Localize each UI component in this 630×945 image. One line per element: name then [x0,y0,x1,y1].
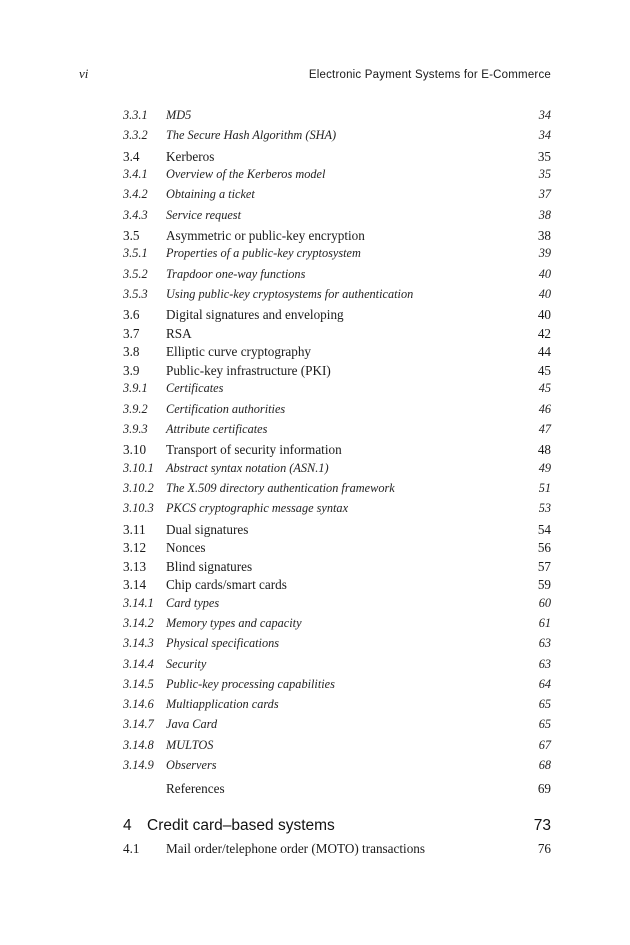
toc-entry-page: 48 [537,442,551,458]
toc-entry-number: 3.9 [123,362,140,378]
toc-entry-number: 3.13 [123,558,147,574]
toc-entry-title: Java Card [166,717,218,732]
toc-entry-title: The Secure Hash Algorithm (SHA) [166,128,337,143]
toc-entry-title: MD5 [166,108,192,122]
toc-entry-page: 61 [538,615,551,630]
toc-entry-title: Multiapplication cards [166,697,279,712]
toc-entry-page: 34 [538,108,551,122]
toc-entry-title: Card types [166,595,220,610]
toc-entry-page: 53 [538,501,551,516]
toc-entry-number: 3.9.3 [123,421,148,436]
table-of-contents [123,108,551,860]
toc-entry-page: 67 [538,737,551,752]
toc-entry-title: Public-key infrastructure (PKI) [166,362,331,378]
toc-row [123,559,551,578]
toc-entry-page: 65 [538,697,551,712]
toc-row [123,442,551,461]
toc-row [123,841,551,860]
toc-entry-page: 65 [538,717,551,732]
toc-entry-number: 3.9.1 [123,381,148,396]
toc-entry-page: 60 [538,595,551,610]
toc-entry-number: 3.7 [123,325,140,341]
toc-entry-title: Certificates [166,381,224,396]
toc-entry-title: Kerberos [166,148,215,164]
toc-entry-page: 63 [538,636,551,651]
toc-row [123,307,551,326]
toc-entry-number: 3.14 [123,577,147,593]
toc-entry-page: 63 [538,656,551,671]
toc-entry-number: 3.5.2 [123,266,148,281]
toc-entry-title: The X.509 directory authentication framework [166,481,395,496]
toc-entry-page: 56 [537,540,551,556]
toc-entry-page: 37 [538,187,551,202]
toc-references-row [123,781,551,803]
running-head [79,66,551,82]
toc-entry-number: 4 [123,817,132,835]
toc-entry-page: 69 [537,781,551,797]
toc-entry-page: 38 [538,207,551,222]
toc-entry-page: 44 [537,344,551,360]
toc-row [123,616,551,636]
toc-row [123,402,551,422]
toc-row [123,267,551,287]
toc-entry-title: Service request [166,207,242,222]
toc-entry-title: Properties of a public-key cryptosystem [166,246,361,261]
toc-chapter-row [123,817,551,837]
toc-entry-number: 3.14.4 [123,656,154,671]
toc-entry-page: 42 [537,325,551,341]
toc-entry-page: 39 [538,246,551,261]
toc-entry-number: 3.10.1 [123,460,154,475]
toc-entry-number: 3.14.8 [123,737,154,752]
toc-entry-title: Obtaining a ticket [166,187,255,202]
toc-entry-title: Blind signatures [166,558,253,574]
toc-row [123,461,551,481]
toc-row [123,344,551,363]
toc-entry-number: 3.14.2 [123,615,154,630]
toc-entry-page: 40 [538,287,551,302]
toc-row [123,326,551,345]
toc-row [123,381,551,401]
toc-entry-page: 45 [537,362,551,378]
toc-entry-number: 3.4 [123,148,140,164]
toc-entry-title: Asymmetric or public-key encryption [166,227,365,243]
toc-entry-page: 49 [538,460,551,475]
toc-row [123,363,551,382]
toc-entry-title: Security [166,656,207,671]
toc-entry-page: 35 [538,167,551,182]
toc-entry-number: 3.5 [123,227,140,243]
toc-entry-page: 73 [533,817,551,835]
toc-entry-title: Chip cards/smart cards [166,577,287,593]
toc-entry-title: Public-key processing capabilities [166,676,335,691]
toc-entry-title: Digital signatures and enveloping [166,307,344,323]
toc-entry-number: 3.14.7 [123,717,154,732]
toc-entry-page: 68 [538,758,551,773]
toc-row [123,697,551,717]
toc-entry-number: 3.14.1 [123,595,154,610]
toc-entry-page: 34 [538,128,551,143]
toc-row [123,540,551,559]
toc-entry-page: 59 [537,577,551,593]
toc-entry-number: 3.4.3 [123,207,148,222]
toc-entry-page: 35 [537,148,551,164]
toc-entry-number: 3.14.9 [123,758,154,773]
toc-row [123,717,551,737]
toc-entry-title: MULTOS [166,737,214,752]
toc-entry-number: 3.9.2 [123,401,148,416]
toc-entry-title: PKCS cryptographic message syntax [166,501,349,516]
toc-entry-number: 3.14.6 [123,697,154,712]
toc-row [123,246,551,266]
toc-entry-title: Trapdoor one-way functions [166,266,306,281]
toc-entry-number: 3.4.2 [123,187,148,202]
toc-entry-number: 3.10.2 [123,481,154,496]
toc-row [123,501,551,521]
toc-entry-title: RSA [166,325,192,341]
toc-entry-number: 3.8 [123,344,140,360]
toc-entry-title: Mail order/telephone order (MOTO) transactions [166,841,426,857]
toc-entry-title: References [166,781,225,797]
toc-entry-title: Using public-key cryptosystems for authentication [166,287,414,302]
toc-entry-title: Certification authorities [166,401,286,416]
toc-entry-page: 38 [537,227,551,243]
toc-entry-title: Transport of security information [166,442,342,458]
toc-entry-title: Elliptic curve cryptography [166,344,312,360]
page-label: vi [79,66,89,81]
toc-row [123,758,551,778]
toc-entry-number: 3.3.1 [123,108,148,122]
toc-row [123,422,551,442]
toc-entry-page: 54 [537,521,551,537]
toc-entry-title: Attribute certificates [166,421,268,436]
toc-entry-number: 3.10.3 [123,501,154,516]
toc-row [123,287,551,307]
toc-row [123,657,551,677]
toc-entry-title: Dual signatures [166,521,249,537]
toc-entry-number: 3.5.3 [123,287,148,302]
toc-entry-number: 4.1 [123,841,140,857]
toc-row [123,577,551,596]
toc-row [123,128,551,148]
toc-entry-page: 51 [538,481,551,496]
toc-entry-number: 3.10 [123,442,147,458]
toc-row [123,677,551,697]
toc-row [123,228,551,247]
toc-entry-number: 3.14.3 [123,636,154,651]
toc-entry-number: 3.6 [123,307,140,323]
toc-entry-page: 45 [538,381,551,396]
toc-entry-page: 57 [537,558,551,574]
toc-entry-title: Nonces [166,540,206,556]
toc-entry-title: Credit card–based systems [147,817,335,835]
toc-entry-page: 64 [538,676,551,691]
toc-entry-page: 40 [537,307,551,323]
toc-row [123,208,551,228]
toc-row [123,149,551,168]
toc-entry-page: 76 [537,841,551,857]
toc-row [123,108,551,128]
toc-row [123,187,551,207]
toc-entry-title: Physical specifications [166,636,280,651]
toc-entry-title: Observers [166,758,217,773]
toc-row [123,167,551,187]
toc-row [123,522,551,541]
toc-row [123,636,551,656]
toc-entry-page: 47 [538,421,551,436]
toc-entry-title: Abstract syntax notation (ASN.1) [166,460,329,475]
toc-entry-title: Overview of the Kerberos model [166,167,326,182]
toc-entry-number: 3.4.1 [123,167,148,182]
toc-entry-number: 3.14.5 [123,676,154,691]
toc-row [123,596,551,616]
toc-entry-page: 40 [538,266,551,281]
toc-entry-number: 3.12 [123,540,147,556]
toc-entry-title: Memory types and capacity [166,615,302,630]
toc-row [123,481,551,501]
book-title: Electronic Payment Systems for E-Commerce [308,69,551,81]
toc-entry-number: 3.3.2 [123,128,148,143]
toc-entry-page: 46 [538,401,551,416]
toc-entry-number: 3.11 [123,521,146,537]
toc-entry-number: 3.5.1 [123,246,148,261]
toc-row [123,738,551,758]
